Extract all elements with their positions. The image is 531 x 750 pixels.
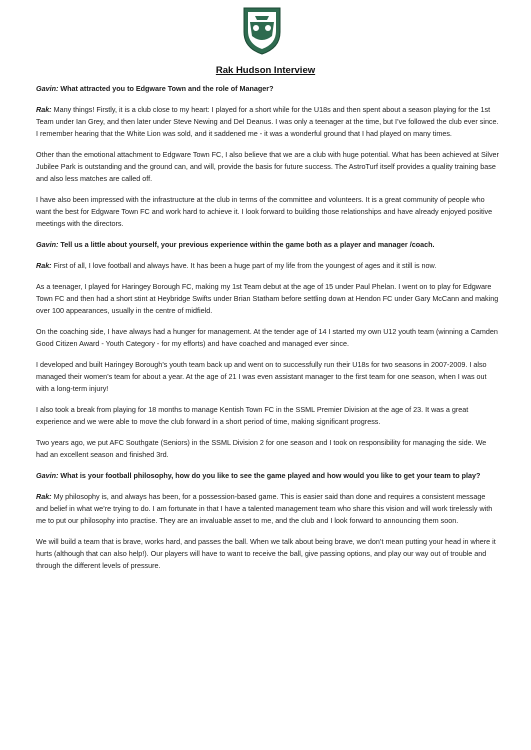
answer-paragraph [36, 104, 499, 140]
speaker-label: Rak: [36, 105, 52, 115]
paragraph-text: On the coaching side, I have always had a hunger for management. At the tender age of 14 I started my own U12 youth team (winning a Camden Good Citizen Award - Youth Category - for my efforts) and have coached and managed ever since. [36, 326, 498, 348]
paragraph-text: Tell us a little about yourself, your previous experience within the game both as a player and manager /coach. [58, 239, 435, 249]
paragraph-text: We will build a team that is brave, works hard, and passes the ball. When we talk about being brave, we don’t mean putting your head in where it hurts (although that can also help!). Our players will have to want to receive the ball, give passing options, and play our way out of trouble and through the different levels of pressure. [36, 536, 496, 570]
speaker-label: Rak: [36, 491, 52, 501]
answer-paragraph [36, 404, 499, 428]
paragraph-text: My philosophy is, and always has been, for a possession-based game. This is easier said than done and requires a consistent message and belief in what we’re trying to do. I am fortunate in that I have a talented management team who share this vision and will work tirelessly with me to put our philosophy into practise. They are an invaluable asset to me, and the club and I look forward to announcing them soon. [36, 491, 493, 525]
answer-paragraph [36, 437, 499, 461]
paragraph-text: First of all, I love football and always have. It has been a huge part of my life from the youngest of ages and it still is now. [51, 260, 437, 270]
answer-paragraph [36, 359, 499, 395]
paragraph-text: As a teenager, I played for Haringey Borough FC, making my 1st Team debut at the age of 15 under Paul Phelan. I went on to play for Edgware Town FC and then had a short stint at Heybridge Swifts under Brian Statham before settling down at Hendon FC under Gary McCann and making over 100 appearances, usually in the centre of midfield. [36, 282, 499, 315]
answer-paragraph [36, 326, 499, 350]
answer-paragraph [36, 260, 499, 272]
answer-paragraph [36, 149, 499, 185]
paragraph-text: I have also been impressed with the infrastructure at the club in terms of the committee and volunteers. It is a great community of people who want the best for Edgware Town FC and work hard to achieve it. I look forward to building those relationships and have already enjoyed positive meetings with the directors. [36, 194, 493, 228]
paragraph-text: I developed and built Haringey Borough’s youth team back up and went on to successfully run their U18s for two seasons in 2007-2009. I also managed their women’s team for about a year. At the age of 21 I was even assistant manager to the first team for one season, when I was out with a long-term injury! [36, 359, 487, 393]
speaker-label: Gavin: [36, 84, 59, 93]
answer-paragraph [36, 194, 499, 230]
answer-paragraph [36, 281, 499, 317]
paragraph-text: What attracted you to Edgware Town and the role of Manager? [58, 84, 274, 93]
paragraph-text: Other than the emotional attachment to Edgware Town FC, I also believe that we are a club with huge potential. What has been achieved at Silver Jubilee Park is outstanding and the ground can, and will, provide the basis for future success. The AstroTurf itself provides a quality training base and also less matches are called off. [36, 150, 499, 183]
paragraph-text: Many things! Firstly, it is a club close to my heart: I played for a short while for the U18s and then spent about a season playing for the 1st Team under Ian Grey, and then later under Steve Newing and Del Deanus. I was only a teenager at the time, but I’ve followed the club ever since. I remember hearing that the White Lion was sold, and it saddened me - it was a wonderful ground that I had played on many times. [36, 105, 499, 138]
speaker-label: Gavin: [36, 470, 59, 480]
question-paragraph [36, 239, 499, 251]
answer-paragraph [36, 491, 499, 527]
paragraph-text: What is your football philosophy, how do you like to see the game played and how would you like to get your team to play? [58, 470, 481, 480]
question-paragraph [36, 470, 499, 482]
paragraph-text: I also took a break from playing for 18 months to manage Kentish Town FC in the SSML Premier Division at the age of 23. It was a great experience and we were able to move the club forward in a short period of time, making significant progress. [36, 404, 469, 426]
interview-title: Rak Hudson Interview [215, 65, 316, 76]
speaker-label: Gavin: [36, 239, 59, 249]
question-paragraph [36, 83, 499, 95]
paragraph-text: Two years ago, we put AFC Southgate (Seniors) in the SSML Division 2 for one season and I took on responsibility for managing the side. We had an excellent season and finished 3rd. [36, 437, 487, 459]
club-crest-logo [241, 6, 283, 56]
speaker-label: Rak: [36, 260, 52, 270]
answer-paragraph [36, 536, 499, 572]
interview-body [36, 83, 499, 581]
